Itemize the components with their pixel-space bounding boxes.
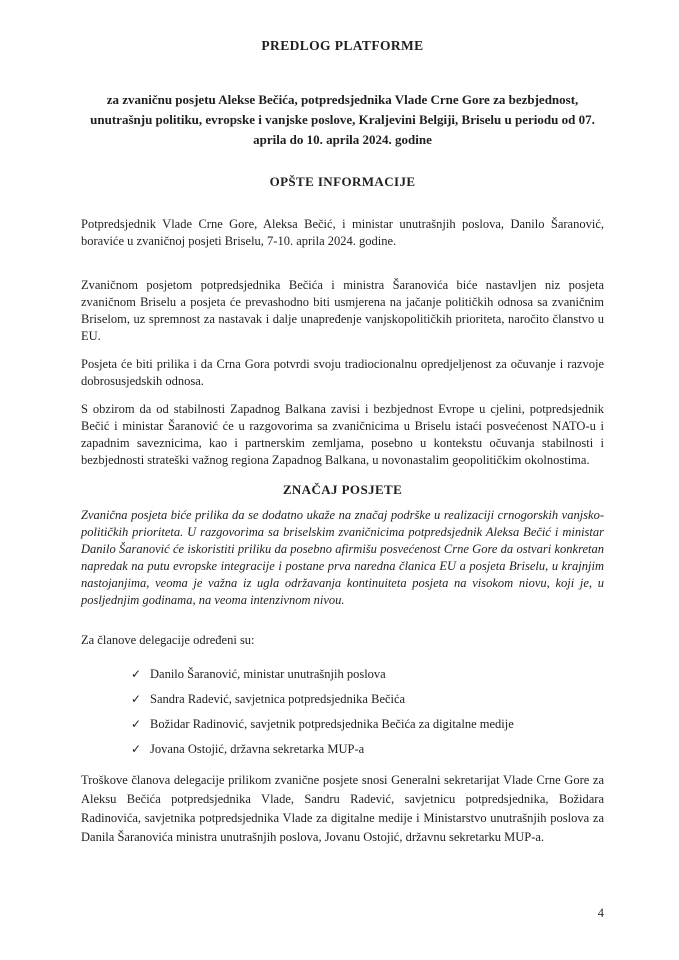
section-heading-visit-significance: ZNAČAJ POSJETE <box>282 482 403 497</box>
document-title: PREDLOG PLATFORME <box>261 38 424 53</box>
delegation-intro: Za članove delegacije određeni su: <box>81 633 255 647</box>
delegation-member-row <box>131 741 604 758</box>
delegation-member-row <box>131 716 604 733</box>
delegation-member-name: Danilo Šaranović, ministar unutrašnjih poslova <box>150 667 386 681</box>
check-icon: ✓ <box>131 742 142 756</box>
paragraph-visit-purpose: Zvaničnom posjetom potpredsjednika Bečića i ministra Šaranovića biće nastavljen niz posjeta zvaničnom Briselu a posjeta će prevashodno biti usmjerena na jačanje političkih odnosa sa zvaničnim Briselom, uz spremnost za nastavak i dalje unapređenje vanjskopolitičkih prioriteta, naročito članstvo u EU. <box>81 278 604 343</box>
delegation-member-row <box>131 691 604 708</box>
delegation-list <box>81 666 604 758</box>
paragraph-visit-dates: Potpredsjednik Vlade Crne Gore, Aleksa Bečić, i ministar unutrašnjih poslova, Danilo Šaranović, boraviće u zvaničnoj posjeti Briselu, 7-10. aprila 2024. godine. <box>81 217 604 248</box>
paragraph-regional-stability: S obzirom da od stabilnosti Zapadnog Balkana zavisi i bezbjednost Evrope u cjelini, potpredsjednik Bečić i ministar Šaranović će u razgovorima sa zvaničnicima u Briselu istaći posvećenost NATO-u i zapadnim saveznicima, kao i partnerskim zemljama, posebno u kontekstu očuvanja stabilnosti i bezbjednosti strateški važnog regiona Zapadnog Balkana, u novonastalim geopolitičkim okolnostima. <box>81 402 604 467</box>
delegation-member-row <box>131 666 604 683</box>
section-heading-general-info: OPŠTE INFORMACIJE <box>269 174 416 189</box>
document-subtitle: za zvaničnu posjetu Alekse Bečića, potpredsjednika Vlade Crne Gore za bezbjednost, unutrašnju politiku, evropske i vanjske poslove, Kraljevini Belgiji, Briselu u periodu od 07. aprila do 10. aprila 2024. godine <box>90 92 595 147</box>
page-number: 4 <box>597 906 604 920</box>
check-icon: ✓ <box>131 692 142 706</box>
delegation-member-name: Jovana Ostojić, državna sekretarka MUP-a <box>150 742 365 756</box>
paragraph-visit-significance: Zvanična posjeta biće prilika da se dodatno ukaže na značaj podrške u realizaciji crnogorskih vanjsko-političkih prioriteta. U razgovorima sa briselskim zvaničnicima potpredsjednik Aleksa Bečić i ministar Danilo Šaranović će iskoristiti priliku da posebno afirmišu posvećenost Crne Gore da ostvari konkretan napredak na putu evropske integracije i postane prva naredna članica EU a posjeta Briselu, u krajnjim nastojanjima, veoma je važna iz ugla održavanja kontinuiteta posjeta na visokom niovu, koji je, u posljednjim godinama, na veoma intenzivnom nivou. <box>81 508 604 607</box>
paragraph-delegation-costs: Troškove članova delegacije prilikom zvanične posjete snosi Generalni sekretarijat Vlade Crne Gore za Aleksu Bečića potpredsjednika Vlade, Sandru Radević, savjetnicu potpredsjednika, Božidara Radinovića, savjetnika potpredsjednika Vlade za digitalne medije i Ministarstvo unutrašnjih poslova za Danila Šaranovića ministra unutrašnjih poslova, Jovanu Ostojić, državnu sekretarku MUP-a. <box>81 773 604 844</box>
check-icon: ✓ <box>131 717 142 731</box>
delegation-member-name: Sandra Radević, savjetnica potpredsjednika Bečića <box>150 692 406 706</box>
paragraph-good-neighbor-relations: Posjeta će biti prilika i da Crna Gora potvrdi svoju tradiocionalnu opredjeljenost za očuvanje i razvoje dobrosusjedskih odnosa. <box>81 357 604 388</box>
delegation-member-name: Božidar Radinović, savjetnik potpredsjednika Bečića za digitalne medije <box>150 717 514 731</box>
check-icon: ✓ <box>131 667 142 681</box>
